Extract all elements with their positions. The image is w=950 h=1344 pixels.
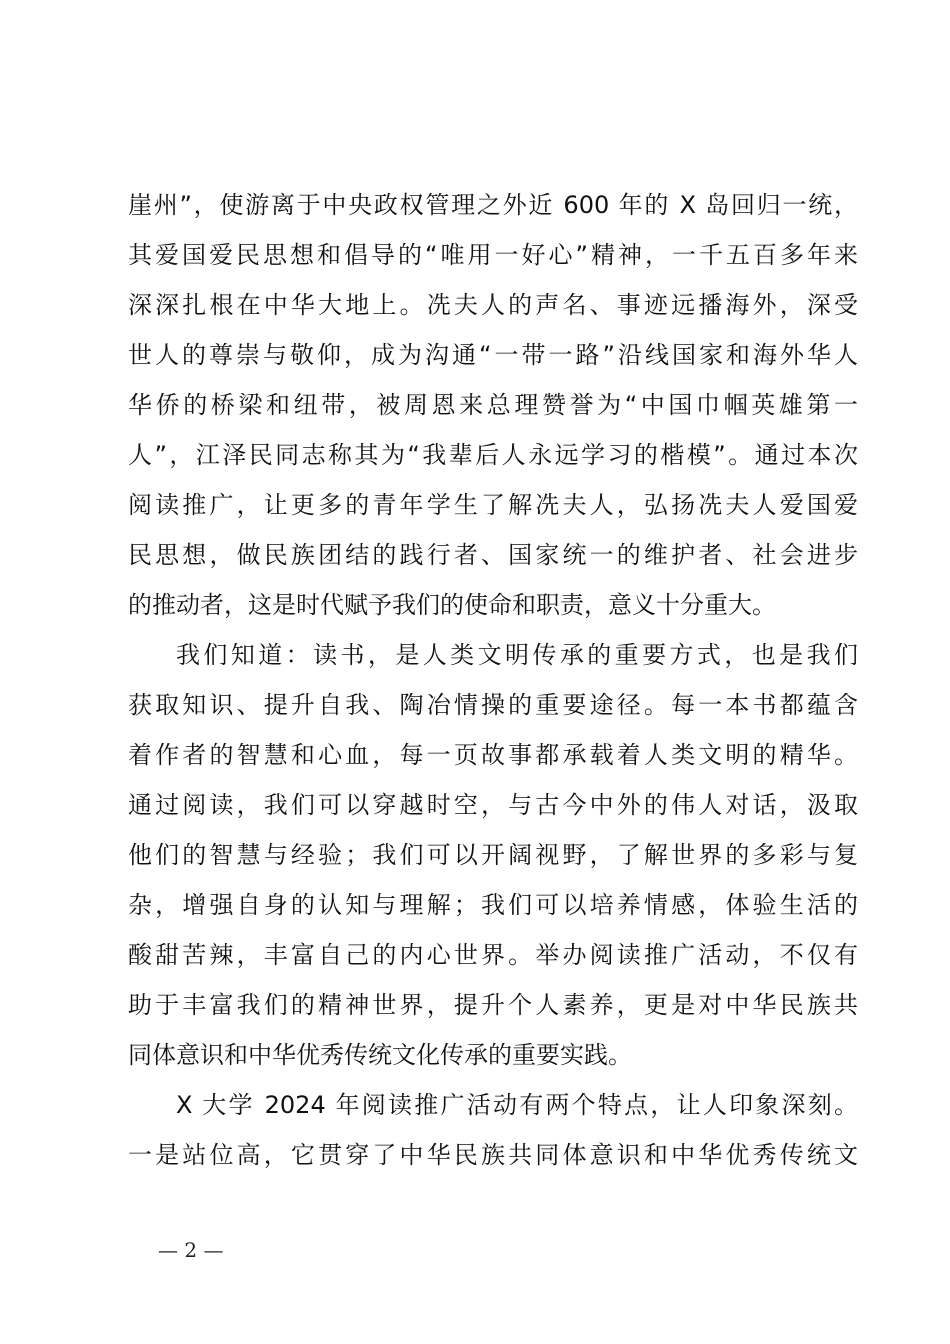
text-line: 一是站位高，它贯穿了中华民族共同体意识和中华优秀传统文: [128, 1141, 858, 1169]
text-line: 民思想，做民族团结的践行者、国家统一的维护者、社会进步: [128, 541, 858, 569]
body-text: [128, 180, 858, 1180]
text-line: 人”，江泽民同志称其为“我辈后人永远学习的楷模”。通过本次: [128, 441, 858, 469]
text-line: 深深扎根在中华大地上。冼夫人的声名、事迹远播海外，深受: [128, 291, 858, 319]
text-line: 阅读推广，让更多的青年学生了解冼夫人，弘扬冼夫人爱国爱: [128, 491, 858, 519]
paragraph-first-line: 我们知道：读书，是人类文明传承的重要方式，也是我们: [176, 641, 858, 669]
text-line: 同体意识和中华优秀传统文化传承的重要实践。: [128, 1041, 632, 1069]
text-line: 着作者的智慧和心血，每一页故事都承载着人类文明的精华。: [128, 741, 858, 769]
page-number: — 2 —: [158, 1238, 224, 1262]
text-line: 其爱国爱民思想和倡导的“唯用一好心”精神，一千五百多年来: [128, 241, 858, 269]
text-line: 世人的尊崇与敬仰，成为沟通“一带一路”沿线国家和海外华人: [128, 341, 858, 369]
text-line: 的推动者，这是时代赋予我们的使命和职责，意义十分重大。: [128, 591, 776, 619]
text-line: 助于丰富我们的精神世界，提升个人素养，更是对中华民族共: [128, 991, 858, 1019]
text-line: 获取知识、提升自我、陶冶情操的重要途径。每一本书都蕴含: [128, 691, 858, 719]
paragraph-first-line: X 大学 2024 年阅读推广活动有两个特点，让人印象深刻。: [176, 1091, 858, 1119]
text-line: 华侨的桥梁和纽带，被周恩来总理赞誉为“中国巾帼英雄第一: [128, 391, 858, 419]
text-line: 崖州”，使游离于中央政权管理之外近 600 年的 X 岛回归一统，: [128, 191, 858, 219]
text-line: 通过阅读，我们可以穿越时空，与古今中外的伟人对话，汲取: [128, 791, 858, 819]
text-line: 杂，增强自身的认知与理解；我们可以培养情感，体验生活的: [128, 891, 858, 919]
text-line: 酸甜苦辣，丰富自己的内心世界。举办阅读推广活动，不仅有: [128, 941, 858, 969]
text-line: 他们的智慧与经验；我们可以开阔视野，了解世界的多彩与复: [128, 841, 858, 869]
